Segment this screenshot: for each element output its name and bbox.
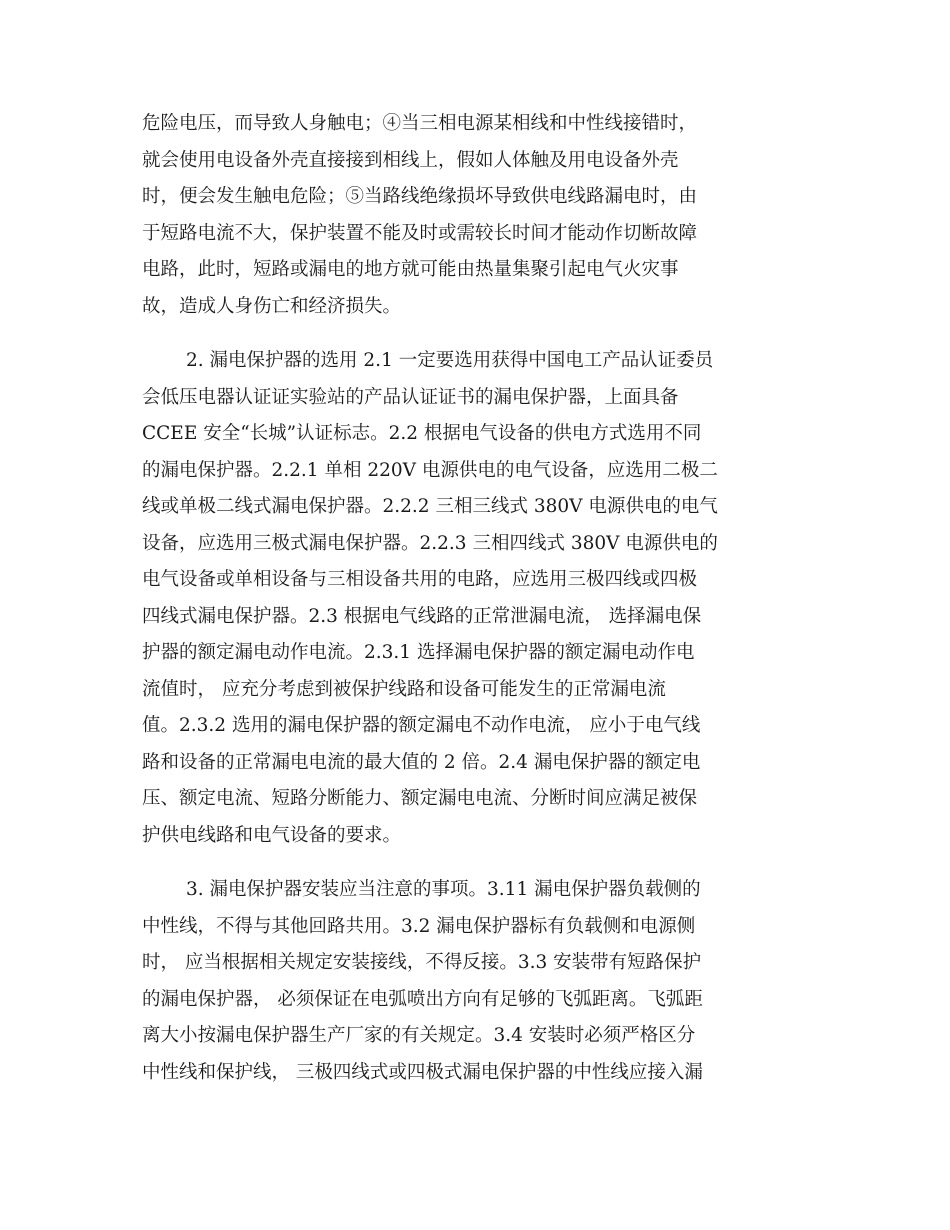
- text-line: 于短路电流不大，保护装置不能及时或需较长时间才能动作切断故障: [142, 222, 698, 244]
- text-line: 护供电线路和电气设备的要求。: [142, 824, 402, 846]
- text-line: 四线式漏电保护器。2.3 根据电气线路的正常泄漏电流， 选择漏电保: [142, 605, 702, 627]
- text-line: 中性线和保护线， 三极四线式或四极式漏电保护器的中性线应接入漏: [142, 1061, 703, 1083]
- text-line: 时，便会发生触电危险；⑤当路线绝缘损坏导致供电线路漏电时，由: [142, 186, 698, 207]
- text-line: 就会使用电设备外壳直接接到相线上，假如人体触及用电设备外壳: [142, 149, 679, 171]
- text-line: 设备，应选用三极式漏电保护器。2.2.3 三相四线式 380V 电源供电的: [142, 532, 718, 554]
- text-line: 2. 漏电保护器的选用 2.1 一定要选用获得中国电工产品认证委员: [186, 350, 714, 371]
- text-line: 值。2.3.2 选用的漏电保护器的额定漏电不动作电流， 应小于电气线: [142, 715, 701, 736]
- text-line: 路和设备的正常漏电电流的最大值的 2 倍。2.4 漏电保护器的额定电: [142, 751, 701, 773]
- text-line: 电路，此时，短路或漏电的地方就可能由热量集聚引起电气火灾事: [142, 259, 679, 280]
- text-line: 时， 应当根据相关规定安装接线，不得反接。3.3 安装带有短路保护: [142, 952, 702, 973]
- text-line: 危险电压，而导致人身触电；④当三相电源某相线和中性线接错时，: [142, 113, 698, 134]
- text-line: 的漏电保护器， 必须保证在电弧喷出方向有足够的飞弧距离。飞弧距: [142, 988, 703, 1010]
- text-line: 线或单极二线式漏电保护器。2.2.2 三相三线式 380V 电源供电的电气: [142, 496, 718, 517]
- paragraph-continuation: [142, 106, 822, 325]
- text-line: 的漏电保护器。2.2.1 单相 220V 电源供电的电气设备，应选用二极二: [142, 459, 718, 481]
- text-line: 3. 漏电保护器安装应当注意的事项。3.11 漏电保护器负载侧的: [186, 879, 701, 900]
- text-line: 中性线，不得与其他回路共用。3.2 漏电保护器标有负载侧和电源侧: [142, 915, 696, 937]
- text-line: 流值时， 应充分考虑到被保护线路和设备可能发生的正常漏电流: [142, 678, 666, 700]
- text-line: 电气设备或单相设备与三相设备共用的电路，应选用三极四线或四极: [142, 569, 698, 590]
- text-line: 会低压电器认证证实验站的产品认证证书的漏电保护器，上面具备: [142, 386, 679, 408]
- paragraph-selection: [142, 343, 822, 854]
- text-line: 压、额定电流、短路分断能力、额定漏电电流、分断时间应满足被保: [142, 788, 698, 809]
- text-line: 离大小按漏电保护器生产厂家的有关规定。3.4 安装时必须严格区分: [142, 1025, 696, 1046]
- paragraph-installation: [142, 872, 822, 1091]
- text-line: 故，造成人身伤亡和经济损失。: [142, 295, 402, 317]
- text-line: 护器的额定漏电动作电流。2.3.1 选择漏电保护器的额定漏电动作电: [142, 642, 695, 663]
- text-line: CCEE 安全“长城”认证标志。2.2 根据电气设备的供电方式选用不同: [142, 423, 702, 444]
